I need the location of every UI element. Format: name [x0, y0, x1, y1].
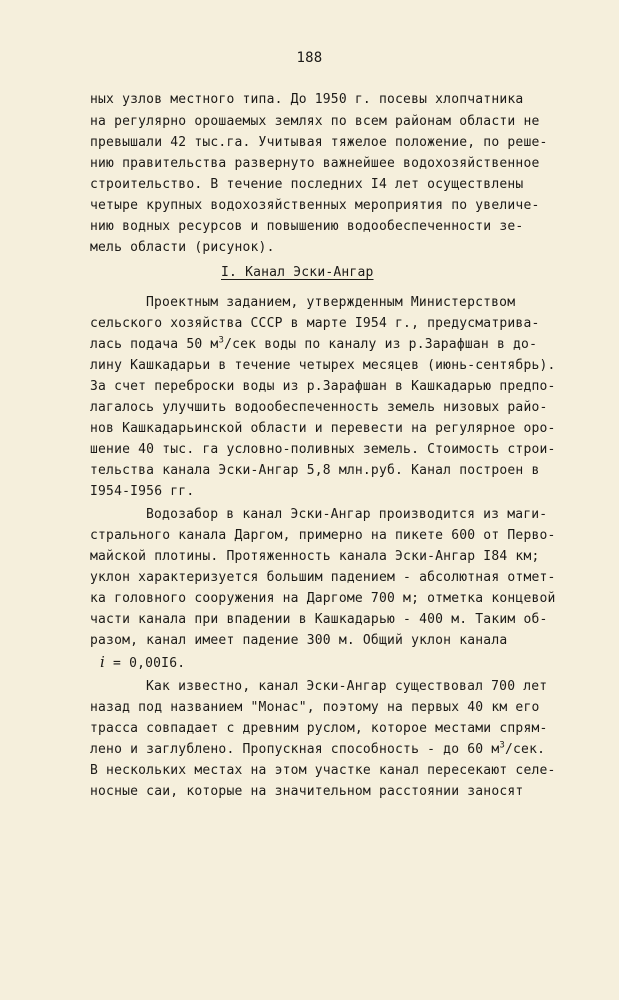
text-line: I954-I956 гг.	[90, 484, 195, 499]
text-line: лину Кашкадарьи в течение четырех месяцев (июнь-сентябрь).	[90, 358, 556, 373]
text-line: превышали 42 тыс.га. Учитывая тяжелое положение, по реше-	[90, 135, 548, 150]
text-line: нов Кашкадарьинской области и перевести на регулярное оро-	[90, 421, 556, 436]
text-line: В нескольких местах на этом участке канал пересекают селе-	[90, 763, 556, 778]
text-line: ка головного сооружения на Даргоме 700 м; отметка концевой	[90, 591, 556, 606]
text-line: стрального канала Даргом, примерно на пикете 600 от Перво-	[90, 528, 556, 543]
text-line: мель области (рисунок).	[90, 240, 275, 255]
slope-value: = 0,00I6.	[105, 656, 186, 671]
text-line: уклон характеризуется большим падением - абсолютная отмет-	[90, 570, 556, 585]
formula-line	[100, 654, 185, 672]
text-line: сельского хозяйства СССР в марте I954 г., предусматрива-	[90, 316, 540, 331]
text-line: Как известно, канал Эски-Ангар существовал 700 лет	[146, 679, 548, 694]
text-line: тельства канала Эски-Ангар 5,8 млн.руб. Канал построен в	[90, 463, 540, 478]
text-line: лено и заглублено. Пропускная способность - до 60 $м^3$/сек.	[90, 740, 546, 757]
text-line: лагалось улучшить водообеспеченность земель низовых райо-	[90, 400, 548, 415]
text-line: на регулярно орошаемых землях по всем районам области не	[90, 114, 540, 129]
text-line: разом, канал имеет падение 300 м. Общий уклон канала	[90, 633, 508, 648]
text-line: нию правительства развернуто важнейшее водохозяйственное	[90, 156, 540, 171]
text-line: шение 40 тыс. га условно-поливных земель. Стоимость строи-	[90, 442, 556, 457]
text-line: лась подача 50 $м^3$/сек воды по каналу из р.Зарафшан в до-	[90, 335, 538, 352]
text-line: Проектным заданием, утвержденным Министерством	[146, 295, 516, 310]
text-line: Водозабор в канал Эски-Ангар производится из маги-	[146, 507, 548, 522]
page-number: 188	[296, 50, 323, 66]
text-line: майской плотины. Протяженность канала Эски-Ангар I84 км;	[90, 549, 540, 564]
text-line: четыре крупных водохозяйственных мероприятия по увеличе-	[90, 198, 540, 213]
text-line: За счет переброски воды из р.Зарафшан в Кашкадарью предпо-	[90, 379, 556, 394]
text-line: назад под названием "Монас", поэтому на первых 40 км его	[90, 700, 540, 715]
section-heading: I. Канал Эски-Ангар	[221, 265, 374, 280]
text-line: ных узлов местного типа. До 1950 г. посевы хлопчатника	[90, 92, 524, 107]
text-line: нию водных ресурсов и повышению водообеспеченности зе-	[90, 219, 524, 234]
text-line: строительство. В течение последних I4 лет осуществлены	[90, 177, 524, 192]
text-line: трасса совпадает с древним руслом, которое местами спрям-	[90, 721, 548, 736]
text-line: носные саи, которые на значительном расстоянии заносят	[90, 784, 524, 799]
slope-symbol: i	[100, 653, 105, 671]
text-line: части канала при впадении в Кашкадарью - 400 м. Таким об-	[90, 612, 548, 627]
